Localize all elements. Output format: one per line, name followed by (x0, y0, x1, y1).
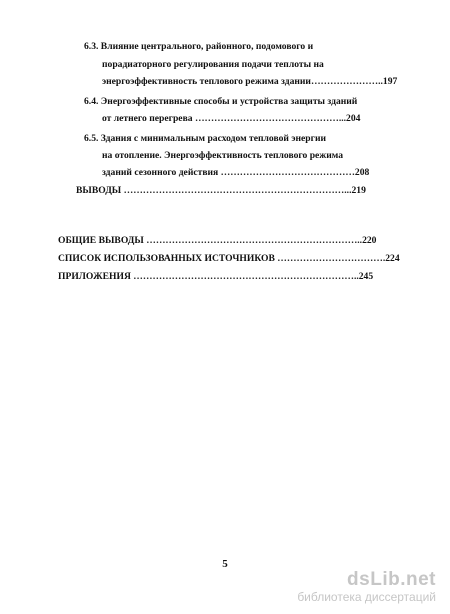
toc-entry-6-4-line2: от летнего перегрева ………………………………………...204 (102, 113, 361, 124)
toc-entry-general-conclusions: ОБЩИЕ ВЫВОДЫ …………………………………………………………..220 (58, 235, 377, 246)
toc-entry-6-3-line3: энергоэффективность теплового режима здании…………………..197 (102, 76, 398, 87)
toc-entry-conclusions: ВЫВОДЫ ……………………………………………………………...219 (76, 185, 366, 196)
toc-entry-appendices: ПРИЛОЖЕНИЯ ……………………………………………………………..245 (58, 271, 374, 282)
toc-entry-6-5-line2: на отопление. Энергоэффективность теплового режима (102, 150, 344, 161)
page-number: 5 (222, 558, 228, 570)
watermark-logo: dsLib.net (347, 569, 436, 590)
toc-entry-6-5-line1: 6.5. Здания с минимальным расходом тепловой энергии (84, 133, 327, 144)
toc-entry-6-3-line1: 6.3. Влияние центрального, районного, подомового и (84, 41, 314, 52)
toc-entry-6-4-line1: 6.4. Энергоэффективные способы и устройства защиты зданий (84, 96, 358, 107)
watermark-subtitle: библиотека диссертаций (297, 590, 436, 604)
watermark (297, 570, 436, 604)
toc-entry-6-5-line3: зданий сезонного действия ……………………………………208 (102, 167, 370, 178)
toc-entry-references: СПИСОК ИСПОЛЬЗОВАННЫХ ИСТОЧНИКОВ …………………………….224 (58, 253, 400, 264)
toc-entry-6-3-line2: порадиаторного регулирования подачи теплоты на (102, 59, 324, 70)
